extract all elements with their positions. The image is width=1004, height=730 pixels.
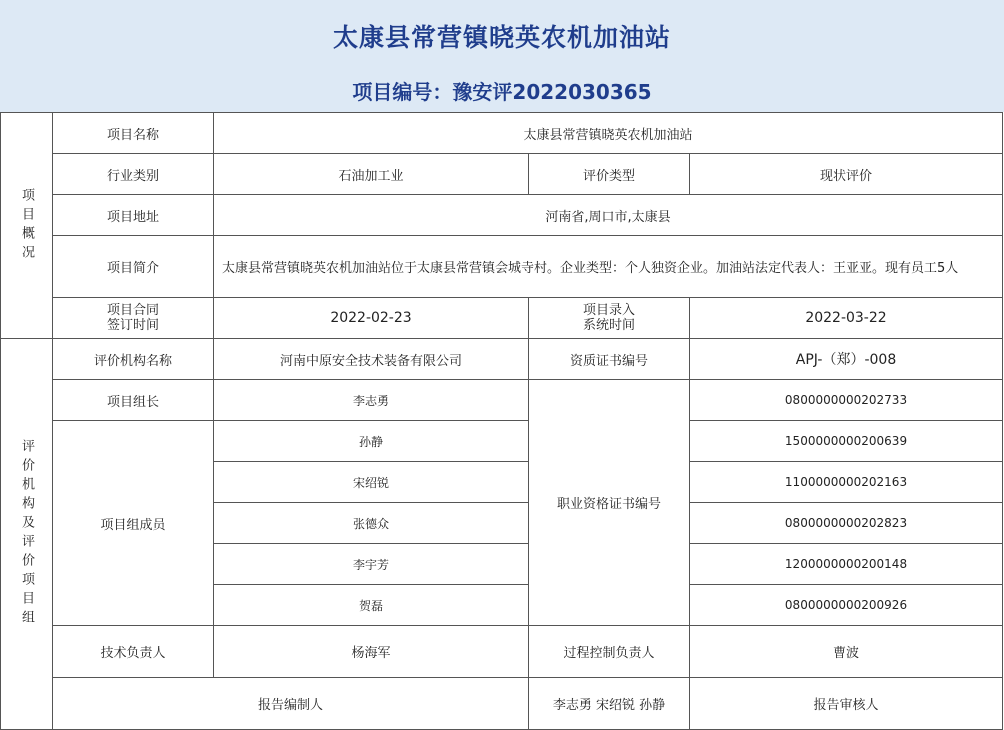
member-cert: 0800000000200926 [690,585,1003,626]
page-title: 太康县常营镇晓英农机加油站 [332,23,671,52]
contract-time-label: 项目合同 签订时间 [53,298,214,339]
table-row [1,113,1003,154]
member-name: 宋绍锐 [214,462,529,503]
table-row [1,236,1003,298]
reviewer-label: 报告审核人 [690,678,1003,730]
member-cert: 1200000000200148 [690,544,1003,585]
org-value: 河南中原安全技术装备有限公司 [214,339,529,380]
table-row [1,195,1003,236]
tech-label: 技术负责人 [53,626,214,678]
contract-time-value: 2022-02-23 [214,298,529,339]
member-cert: 0800000000202823 [690,503,1003,544]
industry-value: 石油加工业 [214,154,529,195]
section-overview: 项目概况 [1,113,53,339]
cert-value: APJ-（郑）-008 [690,339,1003,380]
member-name: 李志勇 [214,380,529,421]
industry-label: 行业类别 [53,154,214,195]
eval-type-value: 现状评价 [690,154,1003,195]
table-row [1,154,1003,195]
project-info-table [0,112,1003,730]
table-row [1,380,1003,421]
members-label: 项目组成员 [53,421,214,626]
table-row [1,298,1003,339]
eval-type-label: 评价类型 [529,154,690,195]
author-label: 报告编制人 [53,678,529,730]
table-row [1,626,1003,678]
member-name: 贺磊 [214,585,529,626]
cert-label: 资质证书编号 [529,339,690,380]
process-label: 过程控制负责人 [529,626,690,678]
leader-label: 项目组长 [53,380,214,421]
table-row [1,678,1003,730]
project-name-value: 太康县常营镇晓英农机加油站 [214,113,1003,154]
project-number: 项目编号：豫安评2022030365 [352,80,652,104]
table-row [1,339,1003,380]
page-header [0,0,1004,112]
member-cert: 1500000000200639 [690,421,1003,462]
section-org: 评价机构及评价项目组 [1,339,53,730]
member-name: 张德众 [214,503,529,544]
member-name: 孙静 [214,421,529,462]
process-value: 曹波 [690,626,1003,678]
project-name-label: 项目名称 [53,113,214,154]
table-row [1,421,1003,462]
tech-value: 杨海军 [214,626,529,678]
intro-label: 项目简介 [53,236,214,298]
member-cert: 1100000000202163 [690,462,1003,503]
entry-time-label: 项目录入 系统时间 [529,298,690,339]
address-value: 河南省,周口市,太康县 [214,195,1003,236]
entry-time-value: 2022-03-22 [690,298,1003,339]
member-cert: 0800000000202733 [690,380,1003,421]
qual-label: 职业资格证书编号 [529,380,690,626]
address-label: 项目地址 [53,195,214,236]
intro-value: 太康县常营镇晓英农机加油站位于太康县常营镇会城寺村。企业类型：个人独资企业。加油站法定代表人：王亚亚。现有员工5人 [214,236,1003,298]
member-name: 李宇芳 [214,544,529,585]
org-label: 评价机构名称 [53,339,214,380]
author-value: 李志勇 宋绍锐 孙静 [529,678,690,730]
